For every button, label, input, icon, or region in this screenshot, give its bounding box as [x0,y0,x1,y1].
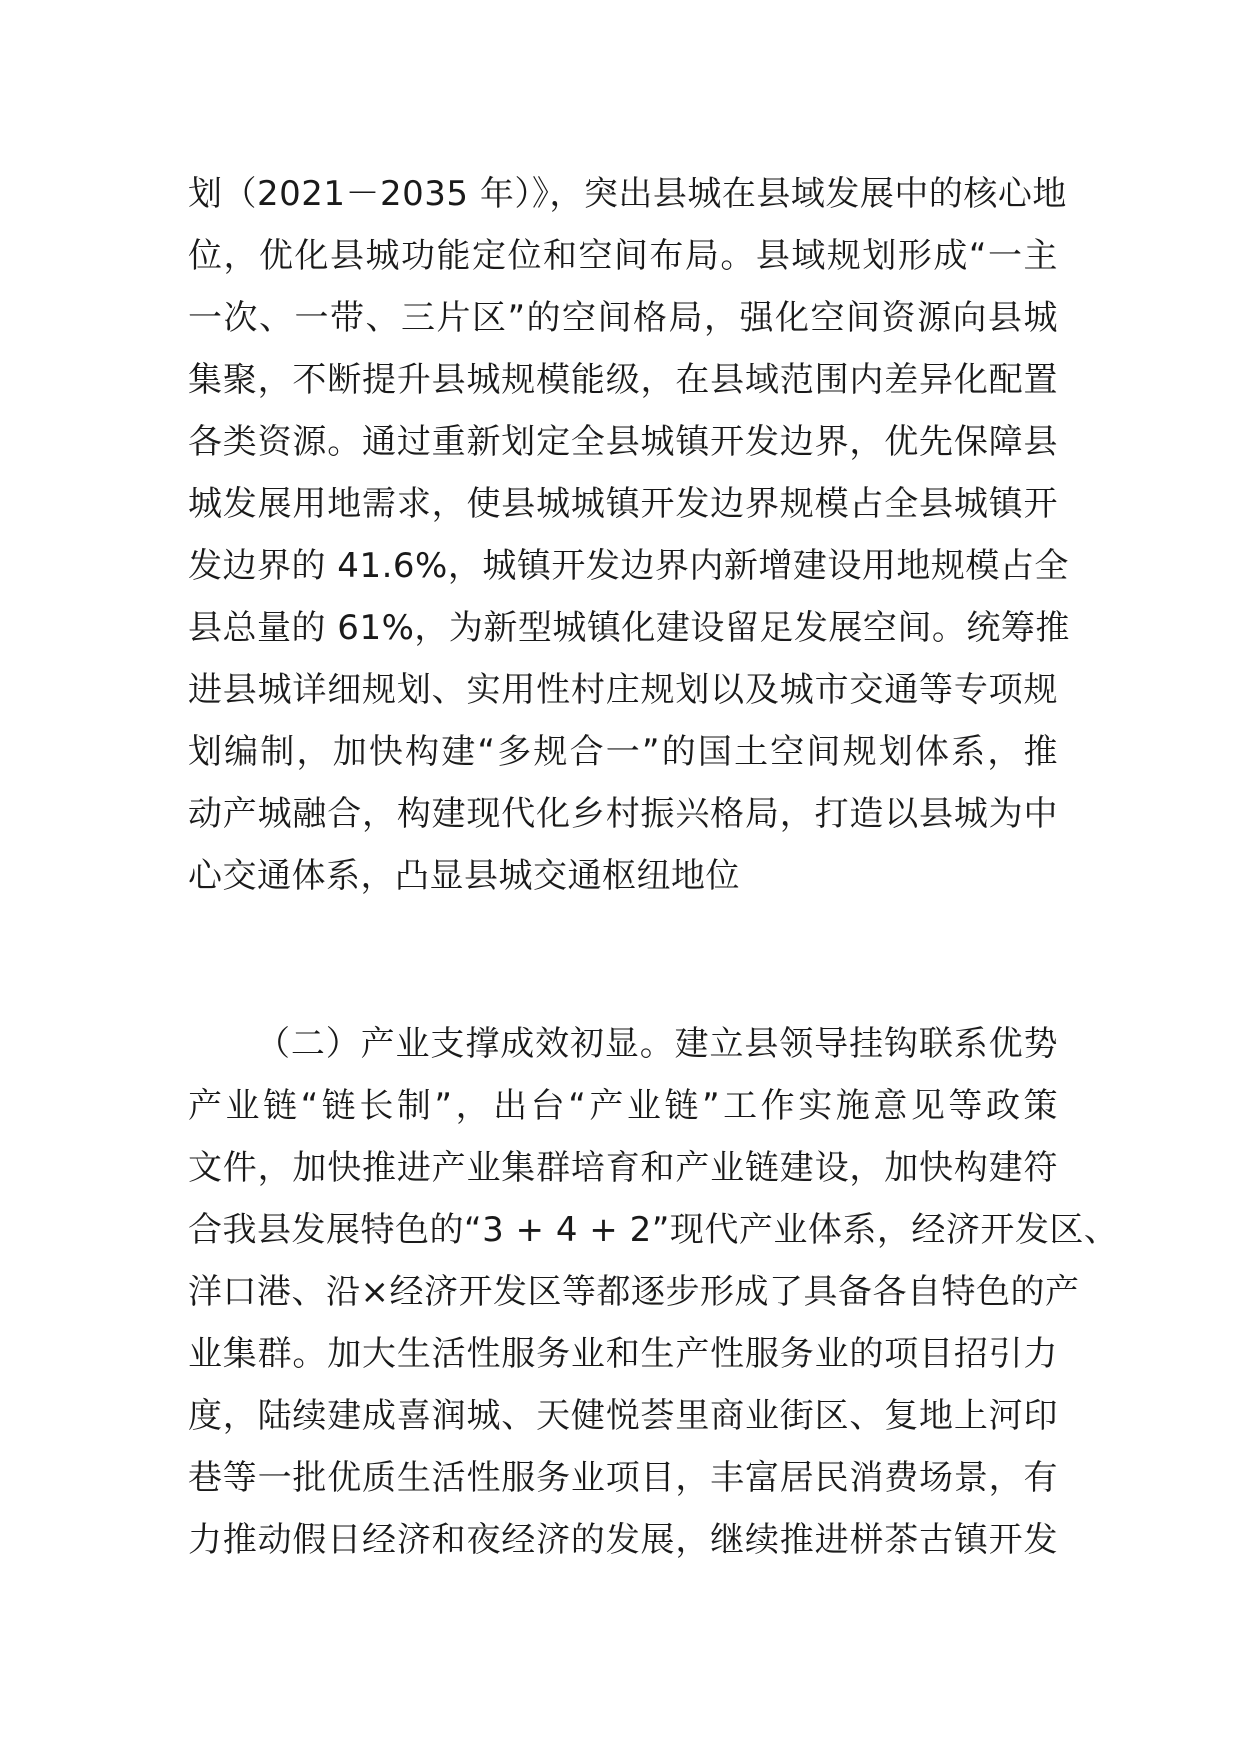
text-line: 巷等一批优质生活性服务业项目，丰富居民消费场景，有 [188,1458,1058,1498]
text-line: 产业链“链长制”，出台“产业链”工作实施意见等政策 [188,1086,1058,1126]
text-line: 进县城详细规划、实用性村庄规划以及城市交通等专项规 [188,670,1058,710]
text-line: 各类资源。通过重新划定全县城镇开发边界，优先保障县 [188,422,1058,462]
text-line: 城发展用地需求，使县城城镇开发边界规模占全县城镇开 [188,484,1058,524]
text-line: 文件，加快推进产业集群培育和产业链建设，加快构建符 [188,1148,1058,1188]
text-line: 发边界的 41.6%，城镇开发边界内新增建设用地规模占全 [188,546,1069,586]
text-line: 划编制，加快构建“多规合一”的国土空间规划体系，推 [188,732,1058,772]
text-line: 集聚，不断提升县城规模能级，在县域范围内差异化配置 [188,360,1058,400]
section-heading-line: （二）产业支撑成效初显。建立县领导挂钩联系优势 [256,1024,1058,1064]
text-line: 力推动假日经济和夜经济的发展，继续推进栟茶古镇开发 [188,1520,1058,1560]
paragraph-industry-support [188,1013,1119,1571]
text-line: 一次、一带、三片区”的空间格局，强化空间资源向县城 [188,298,1058,338]
text-line: 业集群。加大生活性服务业和生产性服务业的项目招引力 [188,1334,1058,1374]
paragraph-county-planning [188,163,1070,907]
text-line: 心交通体系，凸显县城交通枢纽地位 [188,856,740,896]
text-line: 位，优化县城功能定位和空间布局。县域规划形成“一主 [188,236,1058,276]
text-line: 洋口港、沿×经济开发区等都逐步形成了具备各自特色的产 [188,1272,1080,1312]
text-line: 合我县发展特色的“3 + 4 + 2”现代产业体系，经济开发区、 [188,1210,1119,1250]
text-line: 动产城融合，构建现代化乡村振兴格局，打造以县城为中 [188,794,1058,834]
text-line: 划（2021－2035 年）》，突出县城在县域发展中的核心地 [188,174,1067,214]
text-line: 县总量的 61%，为新型城镇化建设留足发展空间。统筹推 [188,608,1070,648]
text-line: 度，陆续建成喜润城、天健悦荟里商业街区、复地上河印 [188,1396,1058,1436]
